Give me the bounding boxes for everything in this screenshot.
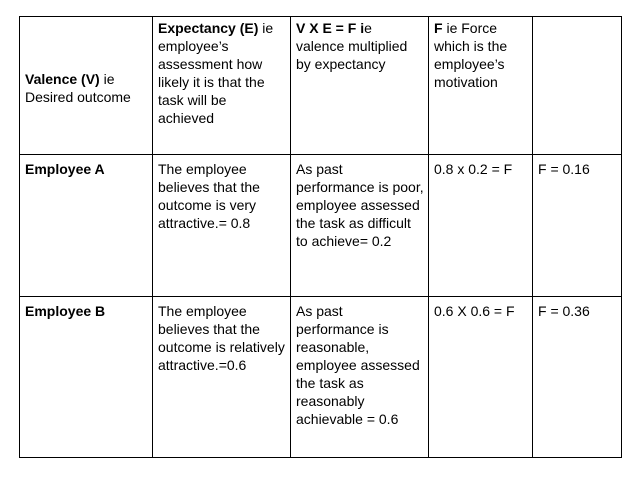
header-vxe-bold: V X E = F i bbox=[296, 20, 365, 36]
header-expectancy-cell bbox=[153, 17, 291, 155]
header-valence-rest: ie Desired outcome bbox=[25, 70, 131, 105]
header-valence-bold: Valence (V) bbox=[25, 70, 100, 87]
header-row bbox=[20, 17, 622, 155]
header-expectancy-rest: ie employee’s assessment how likely it is that the task will be achieved bbox=[158, 20, 274, 126]
header-force-cell bbox=[429, 17, 533, 155]
header-force-bold: F bbox=[434, 20, 443, 36]
calculation-cell: 0.8 x 0.2 = F bbox=[429, 155, 533, 297]
vroom-expectancy-table bbox=[19, 16, 622, 458]
header-expectancy-bold: Expectancy (E) bbox=[158, 20, 259, 36]
employee-name: Employee B bbox=[25, 303, 106, 319]
header-vxe-rest: e valence multiplied by expectancy bbox=[296, 20, 408, 72]
header-force-rest: ie Force which is the employee’s motivation bbox=[434, 20, 508, 90]
header-vxe-cell bbox=[291, 17, 429, 155]
table-row-employee-b bbox=[20, 297, 622, 458]
employee-name: Employee A bbox=[25, 161, 105, 177]
result-cell: F = 0.16 bbox=[533, 155, 622, 297]
expectancy-text-cell: As past performance is reasonable, employee assessed the task as reasonably achievable = 0.6 bbox=[291, 297, 429, 458]
valence-text-cell: The employee believes that the outcome is relatively attractive.=0.6 bbox=[153, 297, 291, 458]
calculation-cell: 0.6 X 0.6 = F bbox=[429, 297, 533, 458]
valence-text-cell: The employee believes that the outcome is very attractive.= 0.8 bbox=[153, 155, 291, 297]
header-empty-cell bbox=[533, 17, 622, 155]
header-valence-cell bbox=[20, 17, 153, 155]
expectancy-text-cell: As past performance is poor, employee assessed the task as difficult to achieve= 0.2 bbox=[291, 155, 429, 297]
employee-name-cell bbox=[20, 155, 153, 297]
result-cell: F = 0.36 bbox=[533, 297, 622, 458]
table-row-employee-a bbox=[20, 155, 622, 297]
employee-name-cell bbox=[20, 297, 153, 458]
